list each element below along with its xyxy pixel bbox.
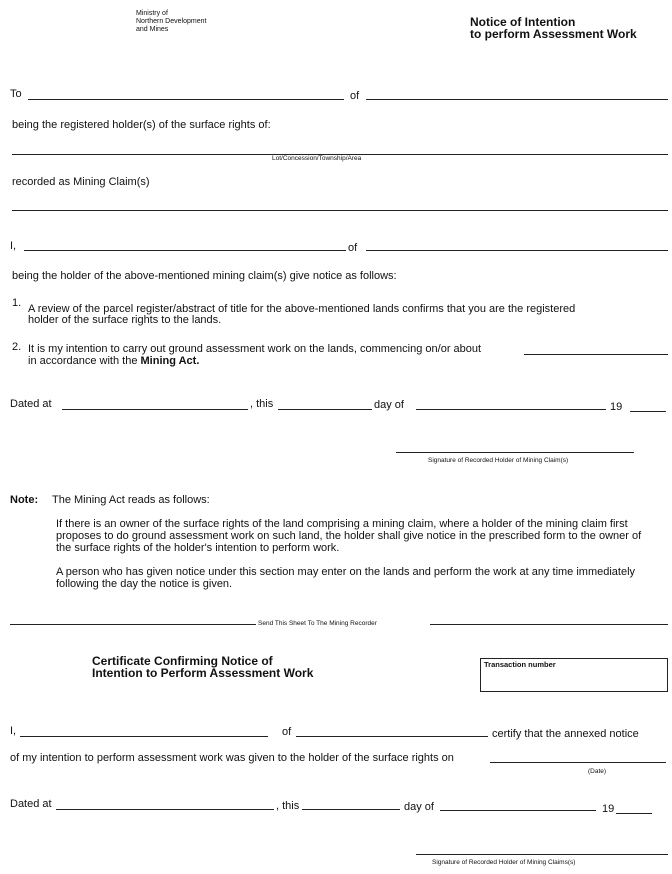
mining-claim-field[interactable] — [12, 196, 668, 210]
send-sheet-text: Send This Sheet To The Mining Recorder — [258, 620, 377, 627]
divider-left — [10, 624, 256, 625]
cert-certify-text: certify that the annexed notice — [492, 728, 639, 740]
of-label-2: of — [348, 242, 358, 254]
certificate-title — [92, 655, 313, 679]
to-label: To — [10, 88, 22, 100]
commencing-date-line — [524, 354, 668, 355]
day-of-label: day of — [374, 399, 404, 411]
signature-caption-1: Signature of Recorded Holder of Mining Claim(s) — [428, 457, 569, 464]
cert-month-field[interactable] — [440, 797, 596, 811]
ministry-line: and Mines — [136, 26, 169, 33]
month-field[interactable] — [416, 396, 606, 410]
note-paragraph-2: A person who has given notice under this section may enter on the lands and perform the work at any time immediately following the day the notice is given. — [56, 566, 636, 590]
cert-date-field[interactable] — [490, 749, 666, 763]
divider-right — [430, 624, 668, 625]
item2-line2-prefix: in accordance with the — [28, 355, 141, 367]
transaction-number-box[interactable] — [480, 658, 668, 692]
cert-i-label: I, — [10, 725, 17, 737]
item1-line2: holder of the surface rights to the lands. — [28, 314, 222, 326]
mining-claim-line — [12, 210, 668, 211]
cert-year-prefix: 19 — [602, 803, 615, 815]
year-field[interactable] — [630, 398, 666, 412]
page-title — [470, 16, 637, 40]
certificate-title-line: Intention to Perform Assessment Work — [92, 666, 314, 680]
cert-of-label: of — [282, 726, 292, 738]
registered-holder-text: being the registered holder(s) of the surface rights of: — [12, 119, 271, 131]
to-of-line — [366, 99, 668, 100]
cert-dated-at-field[interactable] — [56, 796, 274, 810]
to-field[interactable] — [28, 86, 344, 100]
date-caption: (Date) — [588, 768, 607, 775]
holder-name-field[interactable] — [24, 237, 346, 251]
title-line: Notice of Intention — [470, 15, 576, 29]
cert-day-field[interactable] — [302, 796, 400, 810]
dated-at-line — [62, 409, 248, 410]
note-intro: The Mining Act reads as follows: — [52, 494, 210, 506]
commencing-date-field[interactable] — [524, 341, 668, 355]
cert-date-line — [490, 762, 666, 763]
holder-address-field[interactable] — [366, 237, 668, 251]
cert-day-line — [302, 809, 400, 810]
signature-line-1 — [396, 452, 634, 453]
holder-address-line — [366, 250, 668, 251]
ministry-name — [136, 10, 206, 34]
cert-dated-at-line — [56, 809, 274, 810]
to-line — [28, 99, 344, 100]
cert-line2-text: of my intention to perform assessment work was given to the holder of the surface rights on — [10, 752, 454, 764]
note-paragraph-1: If there is an owner of the surface rights of the land comprising a mining claim, where a holder of the mining claim first proposes to do ground assessment work on such land, the holder shall give notice in the prescribed form to the owner of the surface rights of the holder's intention to perform work. — [56, 518, 642, 554]
signature-caption-2: Signature of Recorded Holder of Mining Claims(s) — [432, 859, 576, 866]
ministry-line: Ministry of — [136, 10, 168, 17]
item1-line1: A review of the parcel register/abstract of title for the above-mentioned lands confirms that you are the registered — [28, 303, 576, 315]
cert-dated-at-label: Dated at — [10, 798, 52, 810]
year-prefix: 19 — [610, 401, 623, 413]
i-label: I, — [10, 240, 17, 252]
cert-name-line — [20, 736, 268, 737]
mining-act-text: Mining Act. — [140, 355, 200, 367]
day-field[interactable] — [278, 396, 372, 410]
day-line — [278, 409, 372, 410]
item2-line2 — [28, 355, 199, 367]
surface-rights-field[interactable] — [12, 140, 668, 154]
certificate-title-line: Certificate Confirming Notice of — [92, 654, 273, 668]
transaction-number-label: Transaction number — [484, 660, 556, 669]
cert-month-line — [440, 810, 596, 811]
cert-year-field[interactable] — [616, 800, 652, 814]
notice-text: being the holder of the above-mentioned mining claim(s) give notice as follows: — [12, 270, 397, 282]
item2-line1: It is my intention to carry out ground assessment work on the lands, commencing on/or about — [28, 343, 482, 355]
dated-at-label: Dated at — [10, 398, 52, 410]
this-label: , this — [250, 398, 274, 410]
cert-this-label: , this — [276, 800, 300, 812]
dated-at-field[interactable] — [62, 396, 248, 410]
cert-day-of-label: day of — [404, 801, 434, 813]
item1-number: 1. — [12, 297, 22, 309]
to-of-field[interactable] — [366, 86, 668, 100]
item2-number: 2. — [12, 341, 22, 353]
cert-name-field[interactable] — [20, 723, 268, 737]
cert-address-line — [296, 736, 488, 737]
cert-address-field[interactable] — [296, 723, 488, 737]
month-line — [416, 409, 606, 410]
ministry-line: Northern Development — [136, 18, 207, 25]
lot-caption: Lot/Concession/Township/Area — [272, 155, 362, 162]
recorded-text: recorded as Mining Claim(s) — [12, 176, 150, 188]
title-line: to perform Assessment Work — [470, 27, 637, 41]
holder-name-line — [24, 250, 346, 251]
year-line — [630, 411, 666, 412]
of-label: of — [350, 90, 360, 102]
cert-year-line — [616, 813, 652, 814]
signature-line-2 — [416, 854, 668, 855]
note-label: Note: — [10, 494, 39, 506]
